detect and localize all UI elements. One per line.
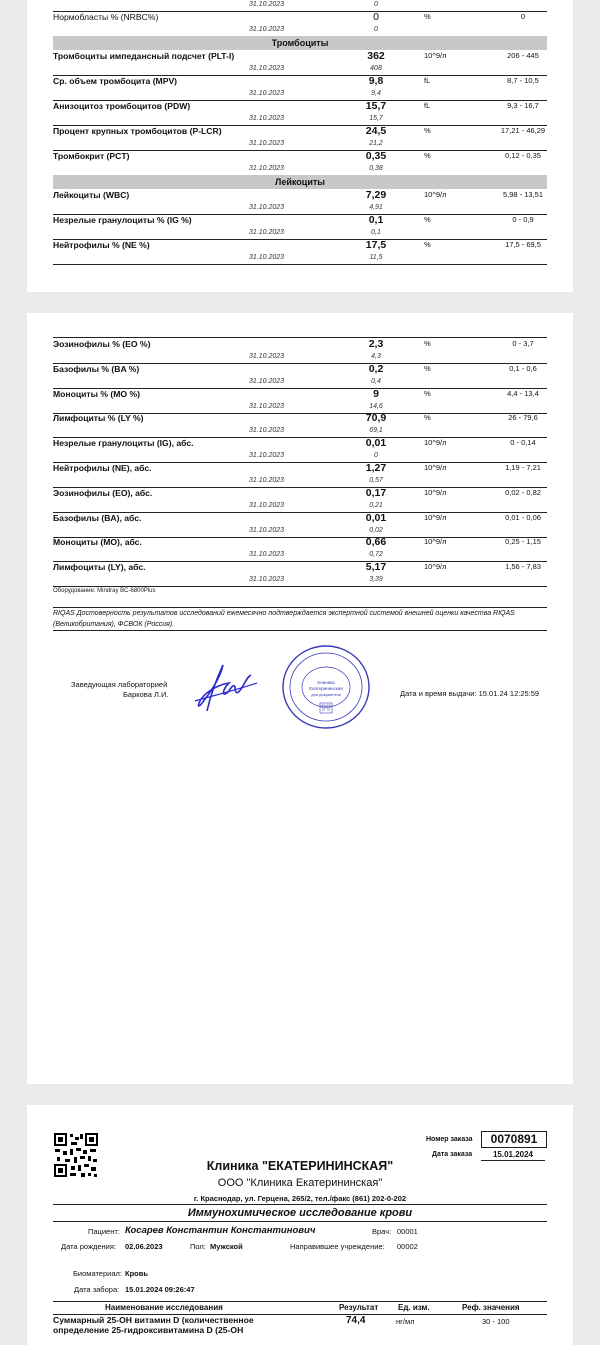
prev-value: 0 [374, 26, 378, 33]
prev-value: 15,7 [369, 115, 383, 122]
birth-date-label: Дата рождения: [61, 1242, 116, 1251]
test-ref: 0 [520, 12, 526, 21]
test-value: 0,01 [365, 437, 387, 450]
prev-value: 3,39 [369, 576, 383, 584]
prev-date: 31.10.2023 [249, 477, 285, 484]
test-value: 70,9 [365, 412, 387, 425]
prev-value: 69,1 [369, 427, 383, 435]
test-name: Лимфоциты % (LY %) [53, 413, 144, 424]
section-header-leukocytes: Лейкоциты [53, 175, 547, 189]
prev-date: 31.10.2023 [249, 551, 285, 559]
header-rule [53, 1204, 547, 1205]
test-value: 0,01 [365, 511, 387, 524]
test-value: 2,3 [368, 338, 384, 350]
prev-value: 0,72 [369, 551, 383, 559]
referral-label: Направившее учреждение: [290, 1242, 385, 1251]
collect-date-label: Дата забора: [74, 1285, 120, 1294]
order-date: 15.01.2024 [481, 1149, 545, 1161]
patient-name: Косарев Константин Константинович [125, 1225, 316, 1236]
test-unit: % [424, 413, 431, 423]
test-name: Эозинофилы (EO), абс. [53, 487, 153, 498]
test-ref: 0 - 3,7 [512, 339, 534, 348]
biomaterial-value: Кровь [125, 1269, 148, 1278]
test-ref: 17,5 - 69,5 [505, 240, 541, 249]
test-value: 0,35 [365, 150, 387, 162]
test-name: Незрелые гранулоциты (IG), абс. [53, 438, 194, 449]
test-name: Лимфоциты (LY), абс. [53, 562, 146, 573]
prev-value: 0,21 [369, 501, 383, 509]
section-header-platelets: Тромбоциты [53, 36, 547, 50]
test-value: 17,5 [365, 239, 387, 251]
lab-row [53, 363, 547, 389]
test-unit: fL [424, 101, 431, 110]
th-result: Результат [339, 1303, 379, 1312]
test-name: Эозинофилы % (EO %) [53, 339, 151, 349]
biomaterial-label: Биоматериал: [73, 1269, 122, 1278]
test-unit: 10^9/л [424, 51, 447, 60]
test-value: 0 [373, 11, 379, 23]
th-name: Наименование исследования [105, 1303, 223, 1312]
prev-date: 31.10.2023 [249, 65, 285, 72]
lab-row [53, 75, 547, 101]
th-unit: Ед. изм. [398, 1303, 430, 1312]
test-name: Моноциты % (MO %) [53, 388, 140, 399]
test-unit: % [424, 151, 431, 160]
prev-date: 31.10.2023 [249, 452, 285, 460]
test-unit: 10^9/л [424, 463, 447, 472]
head-name: Баркова Л.И. [123, 690, 169, 699]
riqas-note: RIQAS Достоверность результатов исследований ежемесячно подтверждается экспертной системой внешней оценки качества RIQAS (Великобритания), ФСВОК (Россия). [53, 607, 547, 631]
signature [177, 653, 267, 723]
report-page-3 [27, 1105, 573, 1345]
clinic-address: г. Краснодар, ул. Герцена, 265/2, тел./факс (861) 202-0-202 [193, 1194, 407, 1203]
lab-row [53, 487, 547, 513]
test-name: Нейтрофилы (NE), абс. [53, 463, 152, 473]
test-unit: % [424, 339, 431, 348]
lab-row [53, 412, 547, 438]
test-name: Анизоцитоз тромбоцитов (PDW) [53, 101, 191, 111]
test-ref: 0,25 - 1,15 [505, 537, 541, 547]
lab-row [53, 388, 547, 414]
prev-date: 31.10.2023 [249, 140, 285, 147]
lab-row [53, 437, 547, 463]
test-ref: 17,21 - 46,29 [500, 126, 546, 135]
test-name: Процент крупных тромбоцитов (P-LCR) [53, 126, 222, 136]
test-unit: 10^9/л [424, 537, 447, 547]
test-name: Лейкоциты (WBC) [53, 190, 130, 200]
lab-row [53, 536, 547, 562]
prev-date: 31.10.2023 [249, 427, 285, 435]
doctor-label: Врач: [372, 1227, 392, 1236]
test-name: Тромбокрит (PCT) [53, 151, 130, 161]
lab-row [53, 100, 547, 126]
test-unit: % [424, 12, 431, 21]
lab-row [53, 338, 547, 364]
prev-value: 0 [374, 1, 378, 8]
order-number: 0070891 [481, 1131, 547, 1148]
test-name: Тромбоциты импедансный подсчет (PLT-I) [53, 51, 235, 61]
test-name: Базофилы % (BA %) [53, 363, 140, 374]
test-value: 24,5 [365, 125, 387, 137]
vitamin-d-ref: 30 - 100 [482, 1317, 510, 1326]
collect-date: 15.01.2024 09:26:47 [125, 1285, 195, 1294]
prev-value: 408 [370, 65, 382, 72]
prev-value: 0,38 [369, 165, 383, 172]
prev-date: 31.10.2023 [249, 377, 285, 385]
svg-text:Екатерининская: Екатерининская [309, 686, 343, 691]
prev-value: 14,6 [369, 402, 383, 410]
test-ref: 8,7 - 10,5 [507, 76, 539, 85]
test-ref: 206 - 445 [507, 51, 539, 60]
clinic-stamp [280, 643, 372, 731]
test-value: 362 [367, 50, 385, 62]
test-name: Базофилы (BA), абс. [53, 512, 142, 523]
test-value: 7,29 [365, 189, 387, 201]
test-unit: % [424, 240, 431, 249]
prev-date: 31.10.2023 [249, 26, 285, 33]
prev-date: 31.10.2023 [249, 353, 285, 360]
patient-label: Пациент: [88, 1227, 120, 1236]
test-value: 1,27 [365, 462, 387, 474]
issue-datetime: Дата и время выдачи: 15.01.24 12:25:59 [400, 689, 540, 698]
svg-text:Клиника: Клиника [317, 680, 335, 685]
prev-value: 0,1 [371, 229, 381, 236]
equipment-note: Оборудование: Mindray BC-6800Plus [53, 588, 156, 594]
vitamin-d-unit: нг/мл [396, 1317, 415, 1326]
title-rule [53, 1221, 547, 1222]
prev-date: 31.10.2023 [249, 501, 285, 509]
referral-code: 00002 [397, 1242, 418, 1251]
clinic-title: Клиника "ЕКАТЕРИНИНСКАЯ" [206, 1159, 394, 1173]
order-number-label: Номер заказа [426, 1136, 473, 1143]
test-ref: 0,01 - 0,06 [505, 512, 541, 522]
test-ref: 26 - 79,6 [508, 413, 538, 423]
prev-value: 0,4 [371, 377, 381, 385]
test-unit: 10^9/л [424, 512, 447, 522]
lab-row [53, 239, 547, 265]
prev-value: 11,5 [369, 254, 383, 261]
order-date-label: Дата заказа [432, 1151, 473, 1158]
test-value: 5,17 [365, 561, 387, 574]
prev-date: 31.10.2023 [249, 402, 285, 410]
prev-value: 0,57 [369, 477, 383, 484]
test-name: Моноциты (MO), абс. [53, 537, 142, 548]
prev-value: 9,4 [371, 90, 381, 97]
prev-value: 0 [374, 452, 378, 460]
test-value: 0,66 [365, 536, 387, 549]
lab-row [53, 50, 547, 76]
prev-date: 31.10.2023 [249, 254, 285, 261]
test-unit: 10^9/л [424, 562, 447, 572]
test-unit: 10^9/л [424, 438, 447, 448]
lab-row [53, 561, 547, 587]
test-ref: 0,02 - 0,82 [505, 487, 541, 497]
prev-date: 31.10.2023 [249, 229, 285, 236]
test-unit: % [424, 215, 431, 224]
th-ref: Реф. значения [462, 1303, 520, 1312]
test-ref: 1,56 - 7,83 [505, 562, 541, 572]
test-unit: 10^9/л [424, 190, 447, 199]
report-page-2 [27, 313, 573, 1084]
prev-date: 31.10.2023 [249, 204, 285, 211]
test-value: 15,7 [365, 100, 387, 112]
head-label: Заведующая лабораторией [71, 680, 168, 689]
test-ref: 0,12 - 0,35 [505, 151, 541, 160]
prev-value: 21,2 [369, 140, 383, 147]
prev-value: 0,02 [369, 526, 383, 534]
prev-date: 31.10.2023 [249, 90, 285, 97]
lab-row [53, 125, 547, 151]
svg-text:для документов: для документов [311, 692, 341, 697]
company-name: ООО "Клиника Екатерининская" [217, 1177, 383, 1189]
test-ref: 4,4 - 13,4 [507, 388, 539, 398]
prev-date: 31.10.2023 [249, 165, 285, 172]
test-unit: fL [424, 76, 431, 85]
lab-row [53, 462, 547, 488]
test-unit: % [424, 363, 431, 373]
test-ref: 1,19 - 7,21 [505, 463, 541, 472]
prev-value: 4,91 [369, 204, 383, 211]
test-name: Незрелые гранулоциты % (IG %) [53, 215, 192, 225]
test-value: 9 [373, 387, 379, 400]
prev-date: 31.10.2023 [249, 115, 285, 122]
lab-row-nrbc [53, 11, 547, 37]
birth-date: 02.06.2023 [125, 1242, 163, 1251]
lab-row [53, 189, 547, 215]
lab-row [53, 512, 547, 538]
vitamin-d-test-name: Суммарный 25-OH витамин D (количественное определение 25-гидроксивитамина D (25-OH [53, 1315, 254, 1335]
test-unit: % [424, 388, 431, 398]
sex-label: Пол: [190, 1242, 206, 1251]
sex-value: Мужской [210, 1242, 243, 1251]
lab-row [53, 150, 547, 176]
study-title: Иммунохимическое исследование крови [187, 1207, 413, 1219]
test-ref: 9,3 - 16,7 [507, 101, 539, 110]
test-name: Ср. объем тромбоцита (MPV) [53, 76, 178, 86]
doctor-code: 00001 [397, 1227, 418, 1236]
test-ref: 0 - 0,14 [510, 438, 536, 448]
test-unit: % [424, 126, 431, 135]
test-ref: 0,1 - 0,6 [509, 363, 537, 373]
prev-date: 31.10.2023 [249, 1, 285, 8]
vitamin-d-value: 74,4 [346, 1315, 366, 1326]
test-value: 0,1 [368, 214, 384, 226]
test-value: 9,8 [368, 75, 384, 87]
test-unit: 10^9/л [424, 487, 447, 497]
test-name: Нормобласты % (NRBC%) [53, 12, 159, 22]
prev-date: 31.10.2023 [249, 576, 285, 584]
prev-value: 4,3 [371, 353, 381, 360]
lab-row [53, 214, 547, 240]
prev-date: 31.10.2023 [249, 526, 285, 534]
test-name: Нейтрофилы % (NE %) [53, 240, 150, 250]
results-table-header [53, 1301, 547, 1315]
test-ref: 0 - 0,9 [512, 215, 534, 224]
test-value: 0,2 [368, 362, 384, 375]
test-value: 0,17 [365, 486, 387, 499]
test-ref: 5,98 - 13,51 [502, 190, 544, 199]
report-page-1 [27, 0, 573, 292]
